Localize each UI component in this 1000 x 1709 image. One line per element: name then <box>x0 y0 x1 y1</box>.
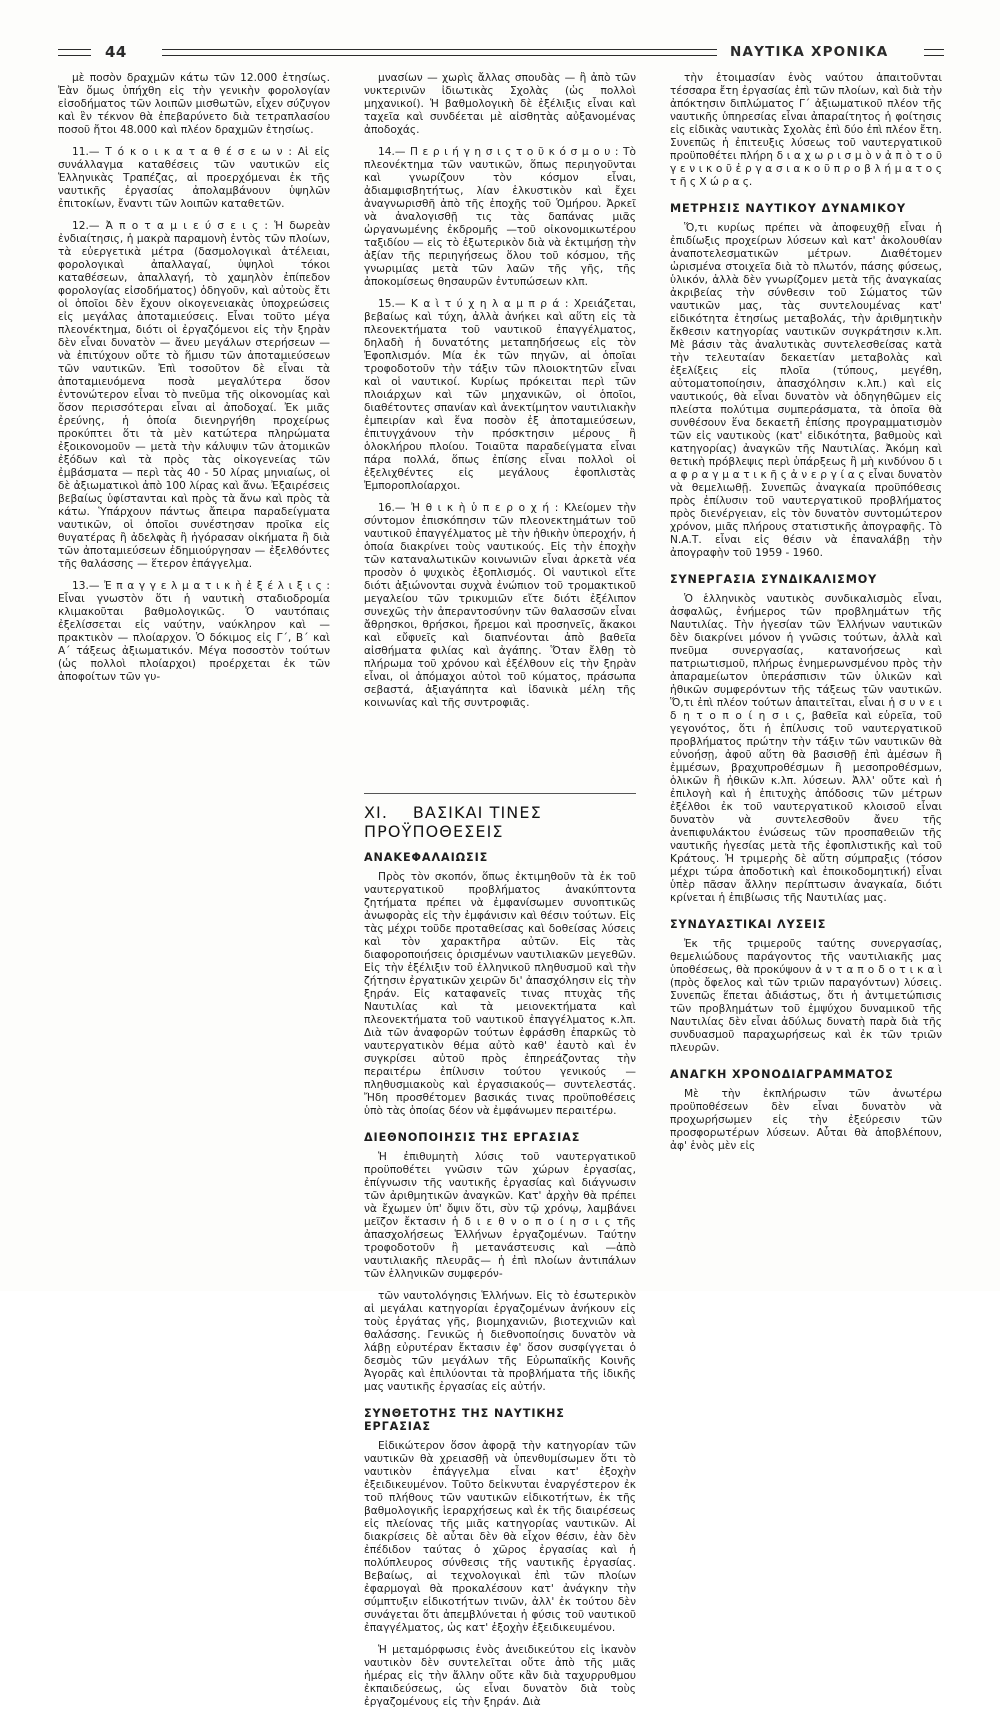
page-number: 44 <box>105 43 127 61</box>
paragraph: 11.— Τ ό κ ο ι κ α τ α θ έ σ ε ω ν : Αἱ εἰς συνάλλαγμα καταθέσεις τῶν ναυτικῶν εἰς Ἑλληνικὰς Τραπέζας, αἱ προερχόμεναι ἐκ τῆς ναυτικῆς ἐργασίας ἀπολαμβάνουν ὑψηλῶν ἐπιτοκίων, ἔναντι τῶν λοιπῶν καταθετῶν. <box>58 146 330 210</box>
section-heading-syndyastikai: ΣΥΝΔΥΑΣΤΙΚΑΙ ΛΥΣΕΙΣ <box>670 918 827 931</box>
paragraph: Εἰδικώτερον ὅσον ἀφορᾷ τὴν κατηγορίαν τῶν ναυτικῶν θὰ χρειασθῇ νὰ ὑπενθυμίσωμεν ὅτι τὸ ναυτικὸν ἐπάγγελμα εἶναι κατ' ἐξοχὴν ἐξειδικευμένον. Τοῦτο δεἰκνυται ἐναργέστερον ἐκ τοῦ πλήθους τῶν ναυτικῶν εἰδικοτήτων, ἐκ τῆς βαθμολογικῆς ἱεραρχήσεως καὶ ἐκ τῆς διαιρέσεως εἰς πλείονας τῆς μιᾶς κατηγορίας ναυτικῶν. Αἱ διακρίσεις δὲ αὗται δὲν θὰ εἶχον θέσιν, ἐὰν δὲν ἐπέδιδον ταύτας ὁ χῶρος ἐργασίας καὶ ἡ πολύπλευρος σύνθεσις τῆς ναυτικῆς ἐργασίας. Βεβαίως, αἱ τεχνολογικαὶ ἐπὶ τῶν πλοίων ἐφαρμογαὶ θὰ προκαλέσουν κατ' ἀνάγκην τὴν σύμπτυξιν εἰδικοτήτων τινῶν, ἀλλ' ἐκ τούτου δὲν συνάγεται ὅτι ἀπεμβλύνεται ἡ φύσις τοῦ ναυτικοῦ ἐπαγγέλματος, ὡς κατ' ἐξοχὴν ἐξειδικευμένου. <box>364 1440 636 1634</box>
journal-title: ΝΑΥΤΙΚΑ ΧΡΟΝΙΚΑ <box>730 44 889 60</box>
paragraph: Ἡ μεταμόρφωσις ἑνὸς ἀνειδικεύτου εἰς ἱκανὸν ναυτικὸν δὲν συντελεῖται οὔτε ἀπὸ τῆς μιᾶς ἡμέρας εἰς τὴν ἄλλην οὔτε κἂν διὰ ταχυρρυθμου ἐκπαιδεύσεως, ὡς εἶναι δυνατὸν διὰ τοὺς ἐργαζομένους εἰς τὴν ξηράν. Διὰ <box>364 1644 636 1708</box>
header-rule-left <box>58 49 91 56</box>
paragraph: μὲ ποσὸν δραχμῶν κάτω τῶν 12.000 ἐτησίως. Ἐὰν ὅμως ὑπήχθη εἰς τὴν γενικὴν φορολογίαν εἰσοδήματος τῶν λοιπῶν μισθωτῶν, εἶχεν σύζυγον καὶ ἓν τέκνον θὰ ἐπεβαρύνετο διὰ τετραπλασίου ποσοῦ ἤτοι 48.000 καὶ πλέον δραχμῶν ἐτησίως. <box>58 72 330 136</box>
column-2 <box>364 72 636 772</box>
column-2-lower <box>364 838 636 1709</box>
header-rule-right <box>924 49 944 56</box>
paragraph: 14.— Π ε ρ ι ή γ η σ ι ς τ ο ῦ κ ό σ μ ο υ : Τὸ πλεονέκτημα τῶν ναυτικῶν, ὅπως περιηγοῦνται καὶ γνωρίζουν τὸν κόσμον εἶναι, ἀδιαμφισβητήτως, λίαν ἑλκυστικὸν καὶ ἔχει ἀναγνωρισθῆ ἀπὸ τῆς ἐποχῆς τοῦ Ὁμήρου. Ἀρκεῖ νὰ ἀναλογισθῇ τις τὰς δαπάνας μιᾶς ὠργανωμένης ἐκδρομῆς —τοῦ οἰκονομικωτέρου ταξιδίου — εἰς τὸ ἐξωτερικὸν διὰ νὰ ἐκτιμήσῃ τὴν ἀξίαν τῆς περιηγήσεως ὅλου τοῦ κόσμου, τῆς γνωριμίας μετὰ τῶν λαῶν τῆς γῆς, τῆς ἀποκομίσεως θησαυρῶν ἐντυπώσεων κλπ. <box>364 146 636 288</box>
section-heading-synergasia: ΣΥΝΕΡΓΑΣΙΑ ΣΥΝΔΙΚΑΛΙΣΜΟΥ <box>670 573 878 586</box>
column-3 <box>670 72 942 1153</box>
chapter-heading-block <box>364 793 636 841</box>
paragraph: Ἐκ τῆς τριμεροῦς ταύτης συνεργασίας, θεμελιώδους παράγοντος τῆς ναυτιλιακῆς μας ὑποθέσεως, θὰ προκύψουν ἀ ν τ α π ο δ ο τ ι κ α ὶ (πρὸς ὄφελος καὶ τῶν τριῶν παραγόντων) λύσεις. Συνεπῶς ἕπεται ἀδιάστως, ὅτι ἡ ἀντιμετώπισις τῶν προβλημάτων τοῦ ἐμψύχου δυναμικοῦ τῆς Ναυτιλίας δὲν εἶναι ἀδύλως δυνατὴ παρὰ διὰ τῆς συνδυασμοῦ παραχωρήσεως καὶ ἐκ τῶν τριῶν πλευρῶν. <box>670 938 942 1054</box>
chapter-rule-top <box>364 793 636 794</box>
section-heading-diethnopoiisis: ΔΙΕΘΝΟΠΟΙΗΣΙΣ ΤΗΣ ΕΡΓΑΣΙΑΣ <box>364 1131 581 1144</box>
chapter-title <box>364 803 636 841</box>
paragraph: μνασίων — χωρὶς ἄλλας σπουδὰς — ἢ ἀπὸ τῶν νυκτερινῶν ἰδιωτικὰς Σχολὰς (ὡς πολλοὶ μηχανικοί). Ἡ βαθμολογικὴ δὲ ἐξέλιξις εἶναι καὶ ταχεῖα καὶ συνδέεται μὲ αἰσθητὰς αὐξανομένας ἀποδοχάς. <box>364 72 636 136</box>
paragraph: τῶν ναυτολόγησις Ἑλλήνων. Εἰς τὸ ἐσωτερικὸν αἱ μεγάλαι κατηγορίαι ἐργαζομένων ἀνήκουν εἰς τοὺς ἐργάτας γῆς, βιομηχανιῶν, βιοτεχνιῶν καὶ θαλάσσης. Γενικῶς ἡ διεθνοποίησις δυνατὸν νὰ λάβῃ εὐρυτέραν ἔκτασιν ἐφ' ὅσον συσφίγγεται ὁ δεσμὸς τῶν μεγάλων τῆς Εὐρωπαϊκῆς Κοινῆς Ἀγορᾶς καὶ ἐπιλύονται τὰ προβλήματα τῆς ἰδικῆς μας ναυτικῆς ἐργασίας εἰς αὐτήν. <box>364 1290 636 1393</box>
paragraph: 12.— Ἀ π ο τ α μ ι ε ύ σ ε ι ς : Ἡ δωρεὰν ἐνδιαίτησις, ἡ μακρὰ παραμονὴ ἐντὸς τῶν πλοίων, τὰ εὐεργετικὰ μέτρα (δασμολογικαὶ ἀτέλειαι, φορολογικαὶ ἀπαλλαγαί, ὑψηλοὶ τόκοι καταθέσεων, ἀπαλλαγή, τὸ χαμηλὸν ἐπίπεδον φορολογίας εἰσοδήματος) ὁδηγοῦν, καὶ αὐτοὺς ἔτι οἱ ὁποῖοι δὲν ἔχουν οἰκογενειακὰς ὑποχρεώσεις εἰς μεγάλας ἀποταμιεύσεις. Εἶναι τοῦτο μέγα πλεονέκτημα, διότι οἱ ἐργαζόμενοι εἰς τὴν ξηρὰν δὲν εἶναι δυνατὸν — ἄνευ μεγάλων στερήσεων — νὰ ἐπιτύχουν οὔτε τὸ ἥμισυ τῶν ἀποταμιεύσεων τῶν ναυτικῶν. Ἐπὶ τοσοῦτον δὲ εἶναι τὰ ἀποταμιευόμενα ποσὰ μεγαλύτερα ὅσον ἐντονώτερον εἶναι τὸ πνεῦμα τῆς οἰκονομίας καὶ ὅσον περισσότεραι εἶναι αἱ ἀποδοχαί. Ἐκ μιᾶς ἐρεύνης, ἡ ὁποία διενηργήθη προχείρως προκύπτει ὅτι τὰ μὲν κατώτερα πληρώματα ἐξοικονομοῦν — μετὰ τὴν κάλυψιν τῶν ἀτομικῶν ἐξόδων καὶ τὰ πρὸς τὰς οἰκογενείας τῶν ἐμβάσματα — περὶ τὰς 40 - 50 λίρας μηνιαίως, οἱ δὲ ἀξιωματικοὶ ἀπὸ 100 λίρας καὶ ἄνω. Ἐξαιρέσεις βεβαίως ὑφίστανται καὶ πρὸς τὰ ἄνω καὶ πρὸς τὰ κάτω. Ὑπάρχουν πάντως ἄπειρα παραδείγματα ναυτικῶν, οἱ ὁποῖοι συνέστησαν προῖκα εἰς θυγατέρας ἢ ἀδελφὰς ἢ ἠγόρασαν οἰκήματα ἢ διὰ τῶν ἀποταμιεύσεων ἐδημιούργησαν — ἐξελθόντες τῆς θαλάσσης — ἕτερον ἐπάγγελμα. <box>58 220 330 570</box>
paragraph: Πρὸς τὸν σκοπόν, ὅπως ἐκτιμηθοῦν τὰ ἐκ τοῦ ναυτεργατικοῦ προβλήματος ἀνακύπτοντα ζητήματα πρέπει νὰ ἐμφανίσωμεν συνοπτικῶς ἀνωφορὰς εἰς τὴν ἐμφάνισιν καὶ θέσιν τούτων. Εἰς τὰς μέχρι τοῦδε προταθείσας καὶ δοθείσας λύσεις καὶ τὸν χαρακτῆρα αὐτῶν. Εἰς τὰς διαφοροποιήσεις ὁρισμένων ναυτιλιακῶν μεγεθῶν. Εἰς τὴν ἐξέλιξιν τοῦ ἑλληνικοῦ πληθυσμοῦ καὶ τὴν ζήτησιν ἐργατικῶν χειρῶν δι' ἀπασχόλησιν εἰς τὴν ξηράν. Εἰς καταφανεῖς τινας πτυχὰς τῆς Ναυτιλίας καὶ τὰ μειονεκτήματα καὶ πλεονεκτήματα τοῦ ναυτικοῦ ἐπαγγέλματος κ.λπ. Διὰ τῶν ἀναφορῶν τούτων ἐφράσθη ἐπαρκῶς τὸ ναυτεργατικὸν θέμα αὐτὸ καθ' ἑαυτὸ καὶ ἐν συγκρίσει αὐτοῦ πρὸς ἐπηρεάζοντας τὴν περαιτέρω ἐπίλυσιν τούτου γενικούς —πληθυσμιακοὺς καὶ ἐργασιακούς— συντελεστάς. Ἤδη προσθέτομεν βασικάς τινας προϋποθέσεις ὑπὸ τὰς ὁποίας δέον νὰ ἐμφάνωμεν περαιτέρω. <box>364 871 637 1117</box>
chapter-number: XI. <box>364 803 389 822</box>
paragraph: 15.— Κ α ὶ τ ύ χ η λ α μ π ρ ά : Χρειάζεται, βεβαίως καὶ τύχη, ἀλλὰ ἀνήκει καὶ αὕτη εἰς τὰ πλεονεκτήματα τοῦ ναυτικοῦ ἐπαγγέλματος, δηλαδὴ ἡ δυνατότης μεταπηδήσεως εἰς τὸν Ἐφοπλισμόν. Μία ἐκ τῶν πηγῶν, αἱ ὁποῖαι τροφοδοτοῦν τὴν τάξιν τῶν πλοιοκτητῶν εἶναι καὶ οἱ ναυτικοί. Κυρίως πρόκειται περὶ τῶν πλοιάρχων καὶ τῶν μηχανικῶν, οἱ ὁποῖοι, διαθέτοντες σπανίαν καὶ ἀνεκτίμητον ναυτιλιακὴν ἐμπειρίαν καὶ ἕνα ποσὸν ἐξ ἀποταμιεύσεων, ἐπιτυγχάνουν τὴν πρόσκτησιν μέρους ἢ ὁλοκλήρου πλοίου. Τοιαῦτα παραδείγματα εἶναι πάρα πολλά, ὅπως ἐπίσης εἶναι πολλοὶ οἱ ἐξελιχθέντες εἰς μεγάλους ἐφοπλιστὰς Ἐμποροπλοίαρχοι. <box>364 298 636 492</box>
chapter-title-text: ΒΑΣΙΚΑΙ ΤΙΝΕΣ ΠΡΟΫΠΟΘΕΣΕΙΣ <box>364 803 542 841</box>
paragraph: τὴν ἑτοιμασίαν ἑνὸς ναύτου ἀπαιτοῦνται τέσσαρα ἔτη ἐργασίας ἐπὶ τῶν πλοίων, καὶ διὰ τὴν ἀπόκτησιν διπλώματος Γ΄ ἀξιωματικοῦ πλέον τῆς ναυτικῆς ὑπηρεσίας εἶναι ἀπαραίτητος ἡ φοίτησις εἰς εἰδικὰς ναυτικὰς Σχολὰς ἐπὶ δύο ἐπὶ πλέον ἔτη. Συνεπῶς ἡ ἐπιτευξις λύσεως τοῦ ναυτεργατικοῦ προϋποθέτει πλήρη δ ι α χ ω ρ ι σ μ ὸ ν ἀ π ὸ τ ο ῦ γ ε ν ι κ ο ῦ ἐ ρ γ α σ ι α κ ο ῦ π ρ ο β λ ή μ α τ ο ς τ ῆ ς Χ ώ ρ α ς. <box>670 72 942 188</box>
page-header <box>58 38 944 64</box>
paragraph: 13.— Ἐ π α γ γ ε λ μ α τ ι κ ὴ ἐ ξ έ λ ι ξ ι ς : Εἶναι γνωστὸν ὅτι ἡ ναυτικὴ σταδιοδρομία κλιμακοῦται βαθμολογικῶς. Ὁ ναυτόπαις ἐξελίσσεται εἰς ναύτην, ναύκληρον καὶ — πρακτικὸν — πλοίαρχον. Ὁ δόκιμος εἰς Γ΄, Β΄ καὶ Α΄ τάξεως ἀξιωματικόν. Μέγα ποσοστὸν τούτων (ὡς πολλοὶ πλοίαρχοι) προέρχεται ἐκ τῶν ἀποφοίτων τῶν γυ- <box>58 580 330 683</box>
paragraph: Ὁ ἑλληνικὸς ναυτικὸς συνδικαλισμὸς εἶναι, ἀσφαλῶς, ἐνήμερος τῶν προβλημάτων τῆς Ναυτιλίας. Τὴν ἡγεσίαν τῶν Ἑλλήνων ναυτικῶν δὲν διακρίνει μόνον ἡ γνῶσις τούτων, ἀλλὰ καὶ πνεῦμα συνεργασίας, κατανοήσεως καὶ πατριωτισμοῦ, πλήρως ἐνημερωνσμένου πρὸς τὴν ἀπαραμείωτον ὑπεράσπισιν τῶν ὑλικῶν καὶ ἠθικῶν συμφερόντων τῆς τάξεως τῶν ναυτικῶν. Ὅ,τι ἐπὶ πλέον τούτων ἀπαιτεῖται, εἶναι ἡ σ υ ν ε ι δ η τ ο π ο ί η σ ι ς, βαθεῖα καὶ εὑρεῖα, τοῦ γεγονότος, ὅτι ἡ ἐπίλυσις τοῦ ναυτεργατικοῦ προβλήματος πρώτην τὴν τάξιν τῶν ναυτικῶν θὰ εὐνοήσῃ, ἀφοῦ αὕτη θὰ βασισθῇ ἐπὶ ἀμέσων ἢ ἐμμέσων, βραχυπροθέσμων ἢ μεσοπροθέσμων, ὁλικῶν ἢ ἠθικῶν κ.λπ. λύσεων. Ἀλλ' οὔτε καὶ ἡ ἐπιλογὴ καὶ ἡ ἐπιτυχὴς ἀπόδοσις τῶν μέτρων ἐξέλθοι ἐκ τοῦ ναυτεργατικοῦ κλοισοῦ εἶναι δυνατὸν νὰ συντελεσθοῦν ἄνευ τῆς ἀνεπιφυλάκτου ἐνώσεως τῶν προσπαθειῶν τῆς ναυτικῆς ἡγεσίας μετὰ τῆς ἐφοπλιστικῆς καὶ τοῦ Κράτους. Ἡ τριμερὴς δὲ αὕτη σύμπραξις (τόσον μέχρι τώρα ἀποδοτικὴ καὶ ἐποικοδομητική) εἶναι ὑπὲρ πᾶσαν ἄλλην περίπτωσιν ἀναγκαία, διότι κρίνεται ἡ ἐπιβίωσις τῆς Ναυτιλίας μας. <box>670 593 942 904</box>
column-1 <box>58 72 330 684</box>
section-heading-metrisis: ΜΕΤΡΗΣΙΣ ΝΑΥΤΙΚΟΥ ΔΥΝΑΜΙΚΟΥ <box>670 202 907 215</box>
section-heading-anagki: ΑΝΑΓΚΗ ΧΡΟΝΟΔΙΑΓΡΑΜΜΑΤΟΣ <box>670 1068 894 1081</box>
paragraph: Μὲ τὴν ἐκπλήρωσιν τῶν ἀνωτέρω προϋποθέσεων δὲν εἶναι δυνατὸν νὰ προχωρήσωμεν εἰς τὴν ἐξεύρεσιν τῶν προσφορωτέρων λύσεων. Αὗται θὰ ἀποβλέπουν, ἀφ' ἑνὸς μὲν εἰς <box>670 1088 942 1152</box>
section-heading-anakefalaiosis: ΑΝΑΚΕΦΑΛΑΙΩΣΙΣ <box>364 851 489 864</box>
section-heading-3: ΣΥΝΘΕΤΟΤΗΣ ΤΗΣ ΝΑΥΤΙΚΗΣ ΕΡΓΑΣΙΑΣ <box>364 1407 565 1433</box>
paragraph: 16.— Ἠ θ ι κ ὴ ὑ π ε ρ ο χ ή : Κλείομεν τὴν σύντομον ἐπισκόπησιν τῶν πλεονεκτημάτων τοῦ ναυτικοῦ ἐπαγγέλματος μὲ τὴν ἠθικὴν ὑπεροχήν, ἡ ὁποία διακρίνει τοὺς ναυτικούς. Εἰς τὴν ἐποχὴν τῶν καταναλωτικῶν κοινωνιῶν εἶναι ἀρκετὰ νέα προσὸν ὁ ψυχικὸς ἐξοπλισμός. Οἱ ναυτικοὶ εἴτε διότι ἀξιώνονται συχνὰ ἐνώπιον τοῦ τρομακτικοῦ μεγαλείου τῶν τρικυμιῶν εἴτε διότι ἐξέλιπον συνεχῶς τὴν ἀπεραντοσύνην τῶν θαλασσῶν εἶναι ἄθρησκοι, θρήσκοι, ἤρεμοι καὶ προσηνεῖς, ἄκακοι καὶ εὔφυεῖς καὶ διαπνέονται ἀπὸ βαθεῖα αἰσθήματα φιλίας καὶ ἀγάπης. Ὅταν ἔλθῃ τὸ πλήρωμα τοῦ χρόνου καὶ ἐξέλθουν εἰς τὴν ξηρὰν εἶναι, οἱ ἀπόμαχοι αὐτοὶ τοῦ κύματος, πράσωπα σεβαστά, ἀξιαγάπητα καὶ ἰδανικὰ μέλη τῆς κοινωνίας καὶ τῆς συντροφιᾶς. <box>364 502 636 709</box>
header-rule-middle <box>162 49 717 56</box>
paragraph: Ἡ ἐπιθυμητὴ λύσις τοῦ ναυτεργατικοῦ προϋποθέτει γνῶσιν τῶν χώρων ἐργασίας, ἐπίγνωσιν τῆς ναυτικῆς ἐργασίας καὶ διάγνωσιν τῶν ἀριθμητικῶν ἀναγκῶν. Κατ' ἀρχὴν θὰ πρέπει νὰ ἔχωμεν ὑπ' ὄψιν ὅτι, σὺν τῷ χρόνῳ, λαμβάνει μεῖζον ἔκτασιν ἡ δ ι ε θ ν ο π ο ί η σ ι ς τῆς ἀπασχολήσεως Ἑλλήνων ἐργαζομένων. Ταύτην τροφοδοτοῦν ἢ μετανάστευσις καὶ —ἀπὸ ναυτιλιακῆς πλευρᾶς— ἡ ἐπὶ πλοίων ἀντιπάλων τῶν ἑλληνικῶν συμφερόν- <box>364 1151 636 1280</box>
paragraph: Ὅ,τι κυρίως πρέπει νὰ ἀποφευχθῇ εἶναι ἡ ἐπιδίωξις προχείρων λύσεων καὶ κατ' ἀκολουθίαν ἀναποτελεσματικῶν μέτρων. Διαθέτομεν ὡρισμένα στοιχεῖα διὰ τὸ πλωτόν, πάσης φύσεως, ὑλικόν, ἀλλὰ δὲν γνωρίζομεν μετὰ τῆς ἀναγκαίας ἀκριβείας τὴν σύνθεσιν τοῦ Σώματος τῶν ναυτικῶν μας, τὰς συντελουμένας κατ' εἰδικότητα ἐτησίως μεταβολάς, τὴν ἀριθμητικὴν ἔκθεσιν κατηγορίας ναυτικῶν συγκράτησιν κ.λπ. Μὲ βάσιν τὰς ἀναλυτικὰς συντελεσθείσας κατὰ τὴν τελευταίαν δεκαετίαν μεταβολὰς καὶ ἐξελίξεις εἰς πλοῖα (τύπους, μεγέθη, αὐτοματοποίησιν, ἀπασχόλησιν κ.λπ.) καὶ εἰς ναυτικούς, θὰ εἶναι δυνατὸν νὰ ὁδηγηθῶμεν εἰς πλείστα πολύτιμα συμπεράσματα, τὰ ὁποῖα θὰ συνθέσουν ἕνα δεκαετῆ ἐπίσης προγραμματισμὸν τῶν εἰς ναυτικοὺς (κατ' εἰδικότητα, βαθμοὺς καὶ κατηγορίας) ἀναγκῶν τῆς Ναυτιλίας. Ἀκόμη καὶ θετικὴ πρόβλεψις περὶ ὑπάρξεως ἢ μὴ κινδύνου δ ι α φ ρ α γ μ α τ ι κ ῆ ς ἀ ν ε ρ γ ί α ς εἶναι δυνατὸν νὰ θεμελιωθῇ. Συνεπῶς ἀναγκαία προϋπόθεσις πρὸς ἐπίλυσιν τοῦ ναυτεργατικοῦ προβλήματος πρὸς διενέργειαν, εἰς τὸν δυνατὸν συντομώτερον χρόνον, μιᾶς πλήρους στατιστικῆς ἀπογραφῆς. Τὸ Ν.Α.Τ. εἶναι εἰς θέσιν νὰ ἐπαναλάβῃ τὴν ἀπογραφὴν τοῦ 1959 - 1960. <box>670 222 942 559</box>
